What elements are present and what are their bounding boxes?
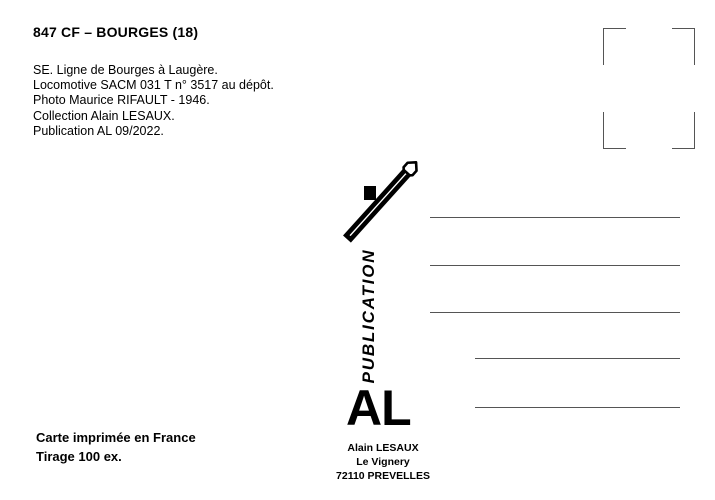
address-line — [430, 265, 680, 266]
publisher-city: 72110 PREVELLES — [336, 470, 430, 482]
card-caption — [33, 63, 274, 139]
publication-vertical-text: PUBLICATION — [359, 248, 378, 384]
address-line — [475, 358, 680, 359]
address-line — [430, 312, 680, 313]
brand-logo-text: AL — [346, 380, 411, 436]
caption-line: Locomotive SACM 031 T n° 3517 au dépôt. — [33, 78, 274, 93]
caption-line: Publication AL 09/2022. — [33, 123, 164, 138]
publisher-name: Alain LESAUX — [347, 442, 419, 454]
caption-line: SE. Ligne de Bourges à Laugère. — [33, 63, 218, 77]
stamp-corner-top-right — [672, 28, 695, 65]
print-info — [36, 428, 196, 466]
publisher-address — [335, 441, 431, 483]
printed-in-text: Carte imprimée en France — [36, 430, 196, 445]
card-title: 847 CF – BOURGES (18) — [33, 24, 199, 40]
stamp-corner-bottom-right — [672, 112, 695, 149]
address-line — [475, 407, 680, 408]
signal-arm-icon — [336, 146, 436, 250]
stamp-corner-bottom-left — [603, 112, 626, 149]
publisher-place: Le Vignery — [356, 456, 410, 468]
print-run-text: Tirage 100 ex. — [36, 449, 122, 464]
caption-line: Collection Alain LESAUX. — [33, 108, 175, 123]
address-line — [430, 217, 680, 218]
stamp-corner-top-left — [603, 28, 626, 65]
caption-line: Photo Maurice RIFAULT - 1946. — [33, 93, 210, 108]
